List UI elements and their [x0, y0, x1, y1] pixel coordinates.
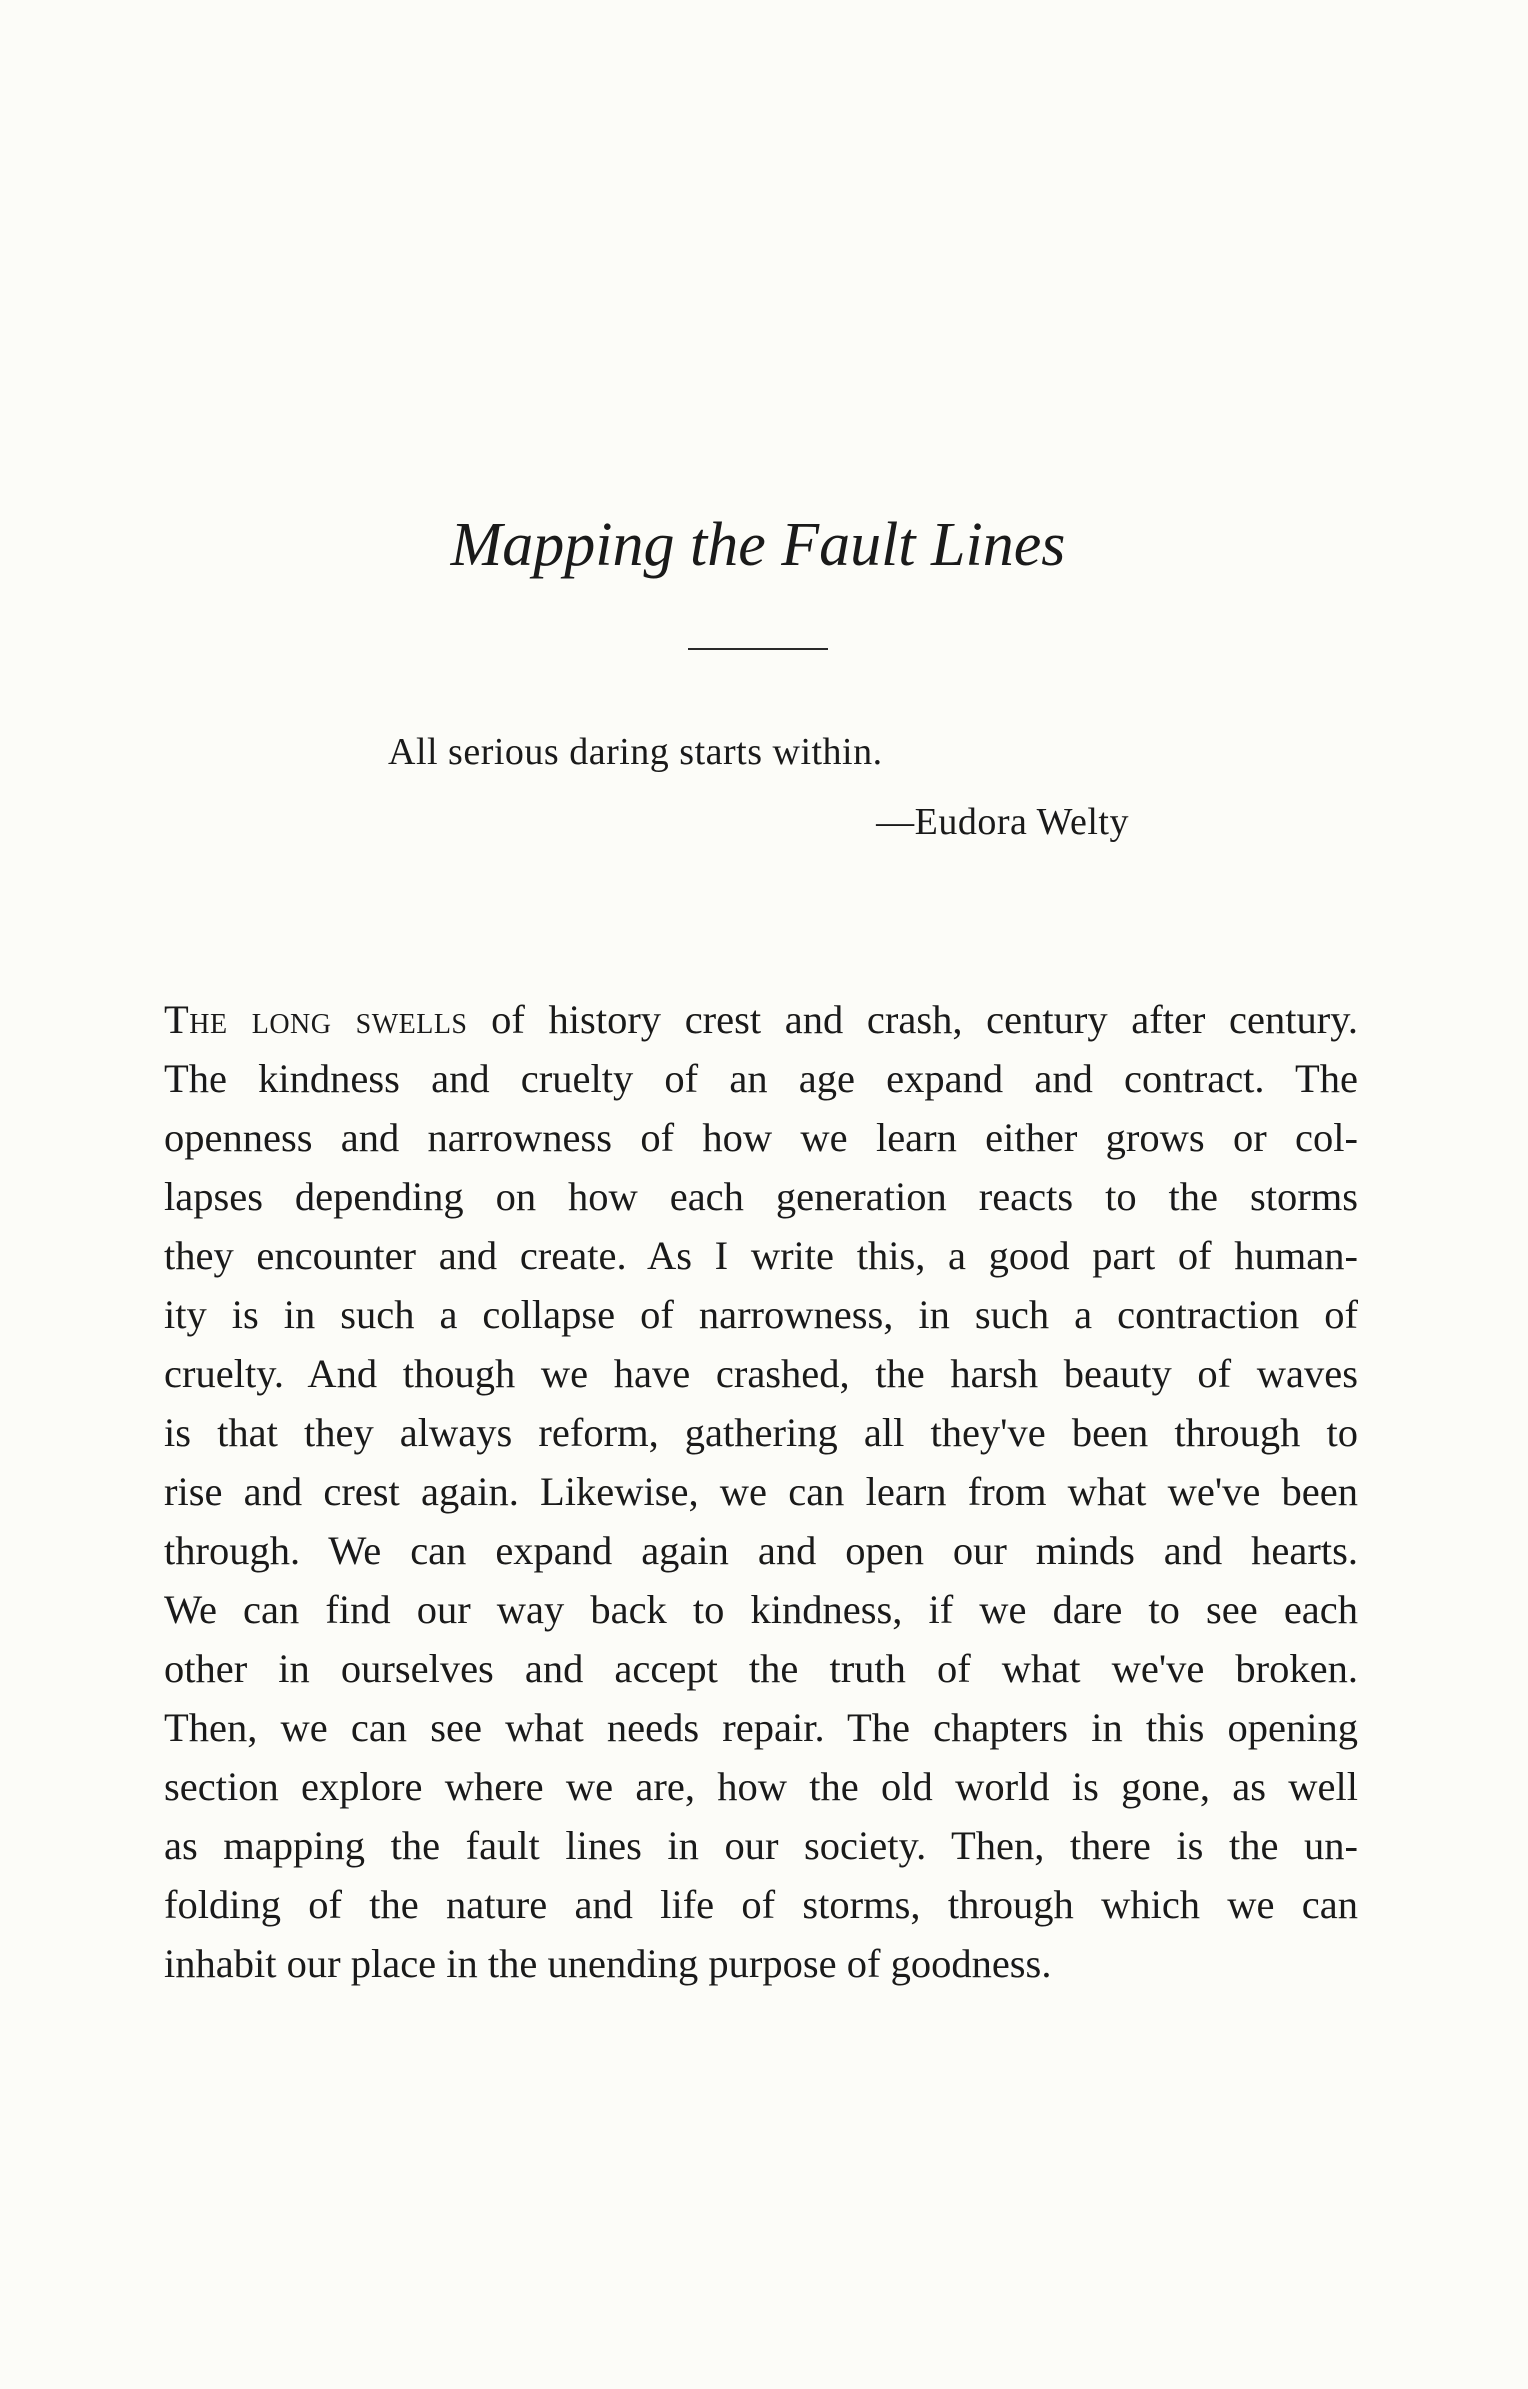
text-line: other in ourselves and accept the truth of what we've broken.	[164, 1646, 1358, 1691]
text-line: folding of the nature and life of storms, through which we can	[164, 1882, 1358, 1927]
text-line: through. We can expand again and open our minds and hearts.	[164, 1528, 1358, 1573]
epigraph	[388, 717, 1148, 857]
text-line: as mapping the fault lines in our society. Then, there is the un-	[164, 1823, 1358, 1868]
epigraph-quote: All serious daring starts within.	[388, 731, 883, 773]
text-line: The kindness and cruelty of an age expand and contract. The	[164, 1056, 1358, 1101]
text-line: Then, we can see what needs repair. The chapters in this opening	[164, 1705, 1358, 1750]
text-line: inhabit our place in the unending purpose of goodness.	[164, 1941, 1052, 1986]
text-line: is that they always reform, gathering all they've been through to	[164, 1410, 1358, 1455]
epigraph-attribution: —Eudora Welty	[876, 801, 1129, 843]
text-line: We can find our way back to kindness, if we dare to see each	[164, 1587, 1358, 1632]
text-line: they encounter and create. As I write this, a good part of human-	[164, 1233, 1358, 1278]
text-line: cruelty. And though we have crashed, the harsh beauty of waves	[164, 1351, 1358, 1396]
text-line: ity is in such a collapse of narrowness, in such a contraction of	[164, 1292, 1358, 1337]
text-line	[164, 990, 1358, 1049]
text-line: rise and crest again. Likewise, we can learn from what we've been	[164, 1469, 1358, 1514]
lead-in-small-caps: The long swells	[164, 997, 468, 1042]
title-divider	[688, 648, 828, 650]
text-line: openness and narrowness of how we learn either grows or col-	[164, 1115, 1358, 1160]
chapter-title: Mapping the Fault Lines	[450, 511, 1066, 579]
text-line: lapses depending on how each generation reacts to the storms	[164, 1174, 1358, 1219]
body-paragraph	[164, 990, 1358, 1993]
text-line-rest: of history crest and crash, century after century.	[467, 997, 1358, 1042]
text-line: section explore where we are, how the old world is gone, as well	[164, 1764, 1358, 1809]
